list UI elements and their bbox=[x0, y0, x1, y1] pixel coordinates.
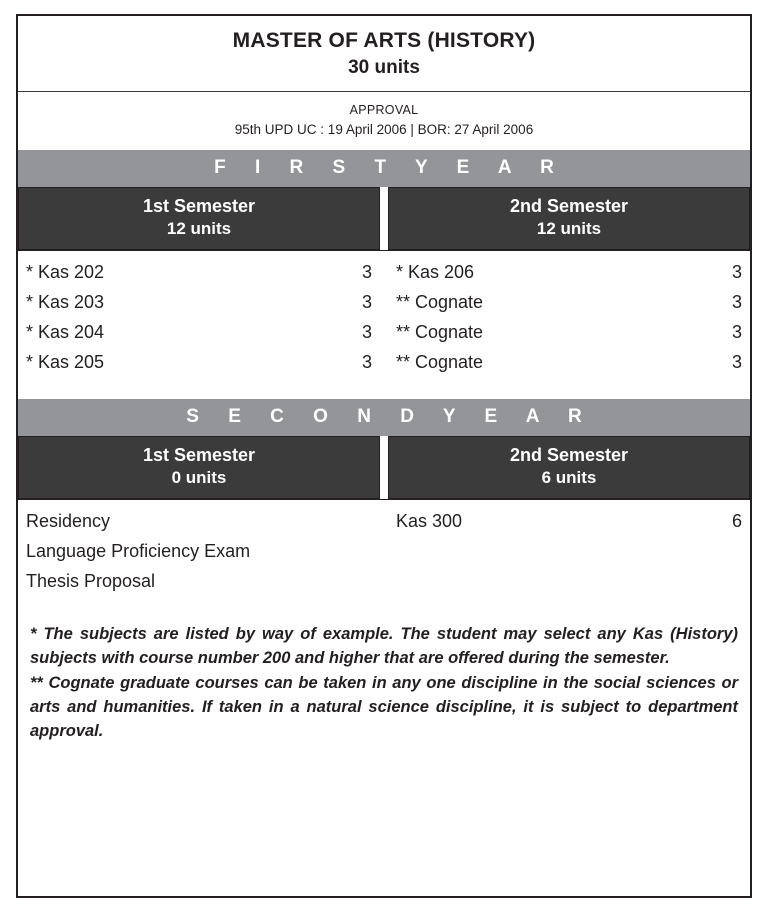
list-item bbox=[396, 318, 742, 348]
course-units: 3 bbox=[361, 321, 372, 342]
course-list-first-1st bbox=[18, 251, 380, 399]
title-block bbox=[18, 16, 750, 92]
semester-name: 2nd Semester bbox=[509, 445, 629, 466]
footnotes-block bbox=[18, 600, 750, 742]
course-name: ** Cognate bbox=[396, 351, 484, 372]
year-band-first: F I R S T Y E A R bbox=[18, 150, 750, 187]
list-item bbox=[396, 258, 742, 288]
course-units: 3 bbox=[361, 292, 372, 313]
semester-name: 1st Semester bbox=[142, 445, 256, 466]
course-name: ** Cognate bbox=[396, 292, 484, 313]
course-units: 3 bbox=[731, 292, 742, 313]
semester-header-row-second bbox=[18, 436, 750, 499]
semester-header-first-1st bbox=[18, 187, 380, 250]
course-row-first-year bbox=[18, 250, 750, 399]
course-name: ** Cognate bbox=[396, 321, 484, 342]
list-item bbox=[396, 288, 742, 318]
curriculum-table bbox=[16, 14, 752, 898]
approval-detail: 95th UPD UC : 19 April 2006 | BOR: 27 April 2006 bbox=[234, 121, 534, 137]
course-name: * Kas 205 bbox=[26, 351, 105, 372]
footnote-single-asterisk: * The subjects are listed by way of example. The student may select any Kas (History) subjects with course number 200 and higher that are offered during the semester. bbox=[30, 625, 738, 668]
footnote-double-asterisk: ** Cognate graduate courses can be taken in any one discipline in the social sciences or arts and humanities. If taken in a natural science discipline, it is subject to department approval. bbox=[30, 673, 738, 740]
course-units: 3 bbox=[361, 262, 372, 283]
semester-header-second-2nd bbox=[388, 436, 750, 499]
course-name: Residency bbox=[26, 511, 111, 532]
course-units: 3 bbox=[731, 321, 742, 342]
course-units: 3 bbox=[731, 262, 742, 283]
list-item bbox=[26, 567, 372, 597]
list-item bbox=[26, 507, 372, 537]
course-name: Kas 300 bbox=[396, 511, 463, 532]
semester-header-row-first bbox=[18, 187, 750, 250]
semester-units: 6 units bbox=[541, 468, 597, 488]
course-name: Thesis Proposal bbox=[26, 571, 156, 592]
course-name: Language Proficiency Exam bbox=[26, 541, 251, 562]
course-units: 3 bbox=[361, 351, 372, 372]
course-name: * Kas 202 bbox=[26, 262, 105, 283]
course-list-second-2nd bbox=[388, 500, 750, 600]
list-item bbox=[26, 258, 372, 288]
semester-header-first-2nd bbox=[388, 187, 750, 250]
course-list-second-1st bbox=[18, 500, 380, 600]
approval-label: APPROVAL bbox=[349, 102, 419, 117]
course-name: * Kas 203 bbox=[26, 292, 105, 313]
course-units: 3 bbox=[731, 351, 742, 372]
page-title: MASTER OF ARTS (HISTORY) bbox=[232, 29, 536, 52]
list-item bbox=[396, 507, 742, 537]
course-name: * Kas 206 bbox=[396, 262, 475, 283]
semester-header-second-1st bbox=[18, 436, 380, 499]
course-units: 6 bbox=[731, 511, 742, 532]
course-list-first-2nd bbox=[388, 251, 750, 399]
semester-name: 1st Semester bbox=[142, 195, 256, 216]
semester-units: 0 units bbox=[171, 468, 227, 488]
list-item bbox=[26, 288, 372, 318]
list-item bbox=[26, 537, 372, 567]
list-item bbox=[26, 348, 372, 378]
year-band-second: S E C O N D Y E A R bbox=[18, 399, 750, 436]
total-units: 30 units bbox=[348, 57, 420, 79]
semester-units: 12 units bbox=[166, 219, 232, 239]
semester-units: 12 units bbox=[536, 219, 602, 239]
semester-name: 2nd Semester bbox=[509, 195, 629, 216]
list-item bbox=[26, 318, 372, 348]
list-item bbox=[396, 348, 742, 378]
course-row-second-year bbox=[18, 499, 750, 600]
approval-block bbox=[18, 92, 750, 150]
course-name: * Kas 204 bbox=[26, 321, 105, 342]
